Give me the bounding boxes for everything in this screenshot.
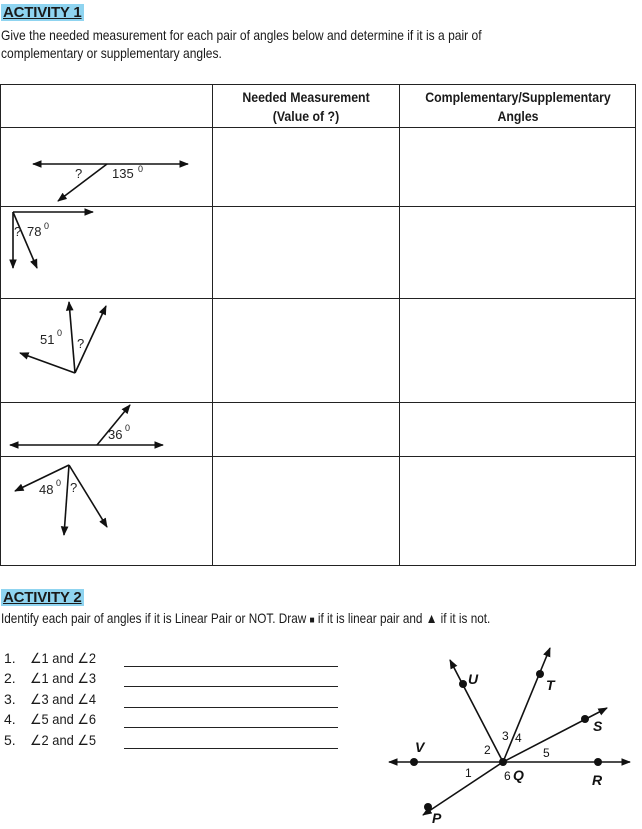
known-angle-label-3: 51	[40, 332, 55, 347]
triangle-symbol: ▲	[425, 610, 438, 626]
table-row-divider	[1, 402, 635, 403]
angle-label-1: 1	[465, 766, 472, 780]
square-symbol: ■	[309, 615, 315, 626]
angle-label-6: 6	[504, 769, 511, 783]
answer-cell-measurement-4[interactable]	[214, 404, 398, 455]
answer-blank-5[interactable]	[124, 748, 338, 749]
known-angle-label-1: 135	[112, 166, 134, 181]
ray-QP	[423, 762, 503, 815]
label-T: T	[546, 677, 555, 693]
activity-2-instruction	[1, 610, 490, 629]
activity-1-title: ACTIVITY 1	[3, 4, 82, 21]
unknown-angle-label-1: ?	[75, 166, 83, 181]
known-angle-label-4: 36	[108, 427, 123, 442]
table-row-divider	[1, 456, 635, 457]
unknown-angle-label-2: ?	[14, 224, 22, 239]
answer-cell-type-1[interactable]	[401, 129, 634, 205]
list-item: 4. ∠5 and ∠6	[4, 711, 97, 727]
table-header-divider	[1, 127, 635, 128]
label-R: R	[592, 772, 603, 788]
ray-QS	[503, 708, 607, 762]
answer-blank-4[interactable]	[124, 727, 338, 728]
answer-cell-type-2[interactable]	[401, 208, 634, 297]
degree-mark: 0	[44, 221, 50, 231]
table-row-divider	[1, 298, 635, 299]
degree-mark: 0	[56, 478, 62, 488]
answer-cell-type-3[interactable]	[401, 300, 634, 401]
answer-cell-measurement-3[interactable]	[214, 300, 398, 401]
label-V: V	[415, 739, 425, 755]
activity-1-instruction-line-2: complementary or supplementary angles.	[1, 45, 222, 61]
instruction-prefix: Identify each pair of angles if it is Linear Pair or NOT. Draw	[1, 610, 307, 626]
unknown-angle-label-5: ?	[70, 480, 78, 495]
answer-blank-1[interactable]	[124, 666, 338, 667]
point-V	[410, 758, 418, 766]
activity-1-table	[0, 84, 636, 566]
table-row-divider	[1, 206, 635, 207]
point-S	[581, 715, 589, 723]
angle-label-3: 3	[502, 729, 509, 743]
table-column-divider	[399, 85, 400, 565]
angle-label-2: 2	[484, 743, 491, 757]
list-item: 5. ∠2 and ∠5	[4, 732, 97, 748]
answer-cell-measurement-2[interactable]	[214, 208, 398, 297]
point-U	[459, 680, 467, 688]
label-P: P	[432, 810, 442, 826]
list-item: 2. ∠1 and ∠3	[4, 670, 97, 686]
answer-cell-type-5[interactable]	[401, 458, 634, 564]
answer-blank-3[interactable]	[124, 707, 338, 708]
point-Q	[499, 758, 507, 766]
header-complementary-supplementary: Complementary/Supplementary Angles	[425, 89, 611, 124]
degree-mark: 0	[57, 328, 63, 338]
angle-label-5: 5	[543, 746, 550, 760]
answer-cell-measurement-5[interactable]	[214, 458, 398, 564]
unknown-angle-label-3: ?	[77, 336, 85, 351]
point-T	[536, 670, 544, 678]
ray-QT	[503, 648, 550, 762]
answer-blank-2[interactable]	[124, 686, 338, 687]
ray-QU	[450, 660, 503, 762]
table-column-divider	[212, 85, 213, 565]
header-needed-measurement: Needed Measurement (Value of ?)	[242, 89, 370, 124]
degree-mark: 0	[138, 164, 144, 174]
point-R	[594, 758, 602, 766]
answer-cell-type-4[interactable]	[401, 404, 634, 455]
known-angle-label-5: 48	[39, 482, 54, 497]
list-item: 3. ∠3 and ∠4	[4, 691, 97, 707]
angle-label-4: 4	[515, 731, 522, 745]
point-P	[424, 803, 432, 811]
label-S: S	[593, 718, 603, 734]
list-item: 1. ∠1 and ∠2	[4, 650, 97, 666]
activity-2-title: ACTIVITY 2	[3, 589, 82, 606]
instruction-middle: if it is linear pair and	[317, 610, 423, 626]
degree-mark: 0	[125, 423, 131, 433]
activity-1-instruction-line-1: Give the needed measurement for each pair of angles below and determine if it is a pair of	[1, 27, 482, 43]
label-U: U	[468, 671, 479, 687]
label-Q: Q	[513, 767, 524, 783]
answer-cell-measurement-1[interactable]	[214, 129, 398, 205]
instruction-suffix: if it is not.	[440, 610, 491, 626]
known-angle-label-2: 78	[27, 224, 42, 239]
